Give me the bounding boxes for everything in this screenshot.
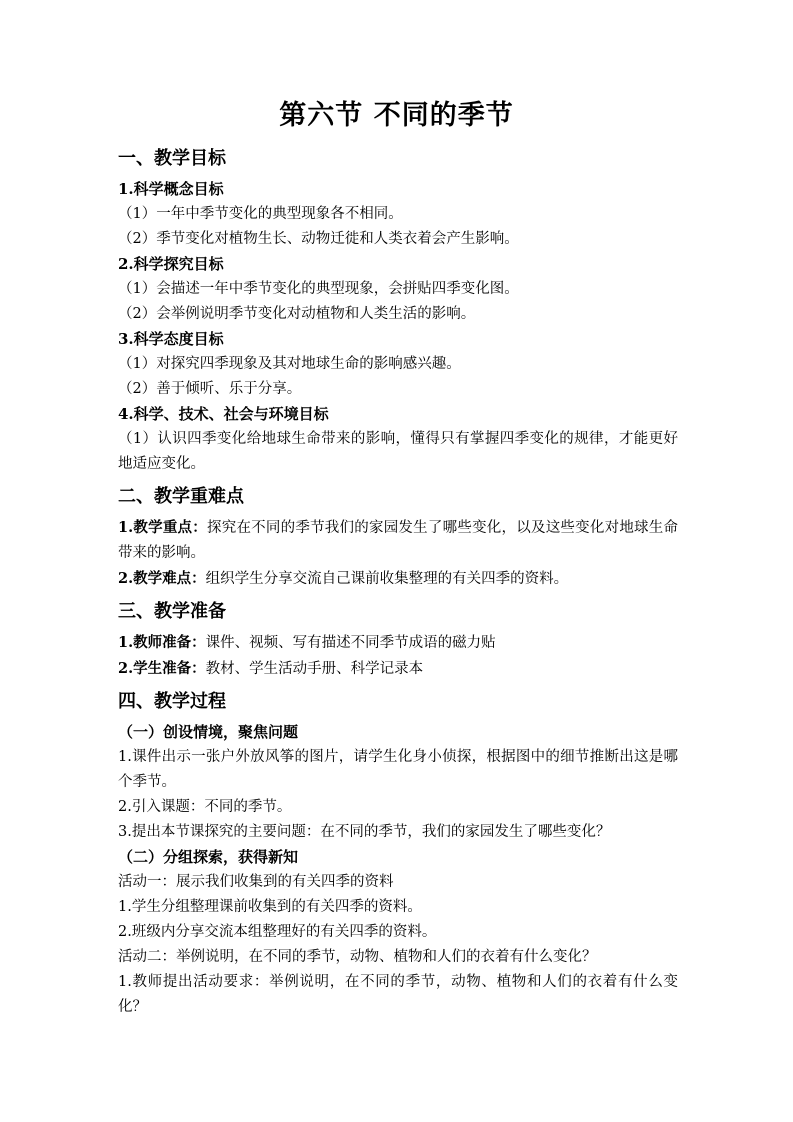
difficulty-paragraph <box>118 566 678 592</box>
list-item: 1.学生分组整理课前收集到的有关四季的资料。 <box>118 899 422 915</box>
list-item: （2）季节变化对植物生长、动物迁徙和人类衣着会产生影响。 <box>118 231 519 247</box>
section-heading-key-points: 二、教学重难点 <box>118 486 244 507</box>
section-heading-objectives: 一、教学目标 <box>118 148 226 169</box>
list-item: 1.教师提出活动要求：举例说明，在不同的季节，动物、植物和人们的衣着有什么变化？ <box>118 974 678 1015</box>
difficulty-label: 2.教学难点： <box>118 570 206 587</box>
list-item: （2）会举例说明季节变化对动植物和人类生活的影响。 <box>118 306 476 322</box>
student-prep-text: 教材、学生活动手册、科学记录本 <box>205 661 424 677</box>
list-item: 活动一：展示我们收集到的有关四季的资料 <box>118 874 394 890</box>
list-item: 2.班级内分享交流本组整理好的有关四季的资料。 <box>118 924 437 940</box>
document-title: 第六节 不同的季节 <box>279 100 514 131</box>
teacher-prep-label: 1.教师准备： <box>118 634 206 651</box>
section-heading-preparation: 三、教学准备 <box>118 601 226 622</box>
list-item: （1）一年中季节变化的典型现象各不相同。 <box>118 206 403 222</box>
subheading-stse-goal: 4.科学、技术、社会与环境目标 <box>118 405 329 423</box>
list-item: 3.提出本节课探究的主要问题：在不同的季节，我们的家园发生了哪些变化？ <box>118 824 611 840</box>
list-item: 1.课件出示一张户外放风筝的图片，请学生化身小侦探，根据图中的细节推断出这是哪个季节。 <box>118 749 678 790</box>
subheading-concept-goal: 1.科学概念目标 <box>118 180 224 198</box>
list-item: （2）善于倾听、乐于分享。 <box>118 381 302 397</box>
student-prep-label: 2.学生准备： <box>118 660 206 677</box>
list-item: （1）对探究四季现象及其对地球生命的影响感兴趣。 <box>118 356 461 372</box>
student-prep-paragraph <box>118 656 678 682</box>
subheading-inquiry-goal: 2.科学探究目标 <box>118 255 224 273</box>
list-item: 活动二：举例说明，在不同的季节，动物、植物和人们的衣着有什么变化？ <box>118 949 597 965</box>
teacher-prep-text: 课件、视频、写有描述不同季节成语的磁力贴 <box>205 635 496 651</box>
subheading-phase-2: （二）分组探索，获得新知 <box>118 848 299 866</box>
difficulty-text: 组织学生分享交流自己课前收集整理的有关四季的资料。 <box>205 571 569 587</box>
subheading-phase-1: （一）创设情境，聚焦问题 <box>118 723 299 741</box>
list-item: （1）会描述一年中季节变化的典型现象，会拼贴四季变化图。 <box>118 281 519 297</box>
list-item: （1）认识四季变化给地球生命带来的影响，懂得只有掌握四季变化的规律，才能更好地适应变化。 <box>118 431 678 472</box>
teacher-prep-paragraph <box>118 630 678 656</box>
key-point-label: 1.教学重点： <box>118 519 207 536</box>
key-point-text: 探究在不同的季节我们的家园发生了哪些变化，以及这些变化对地球生命带来的影响。 <box>118 520 679 561</box>
list-item: 2.引入课题：不同的季节。 <box>118 799 292 815</box>
section-heading-process: 四、教学过程 <box>118 691 226 712</box>
subheading-attitude-goal: 3.科学态度目标 <box>118 330 224 348</box>
key-point-paragraph <box>118 515 678 566</box>
document-body <box>118 143 678 1020</box>
